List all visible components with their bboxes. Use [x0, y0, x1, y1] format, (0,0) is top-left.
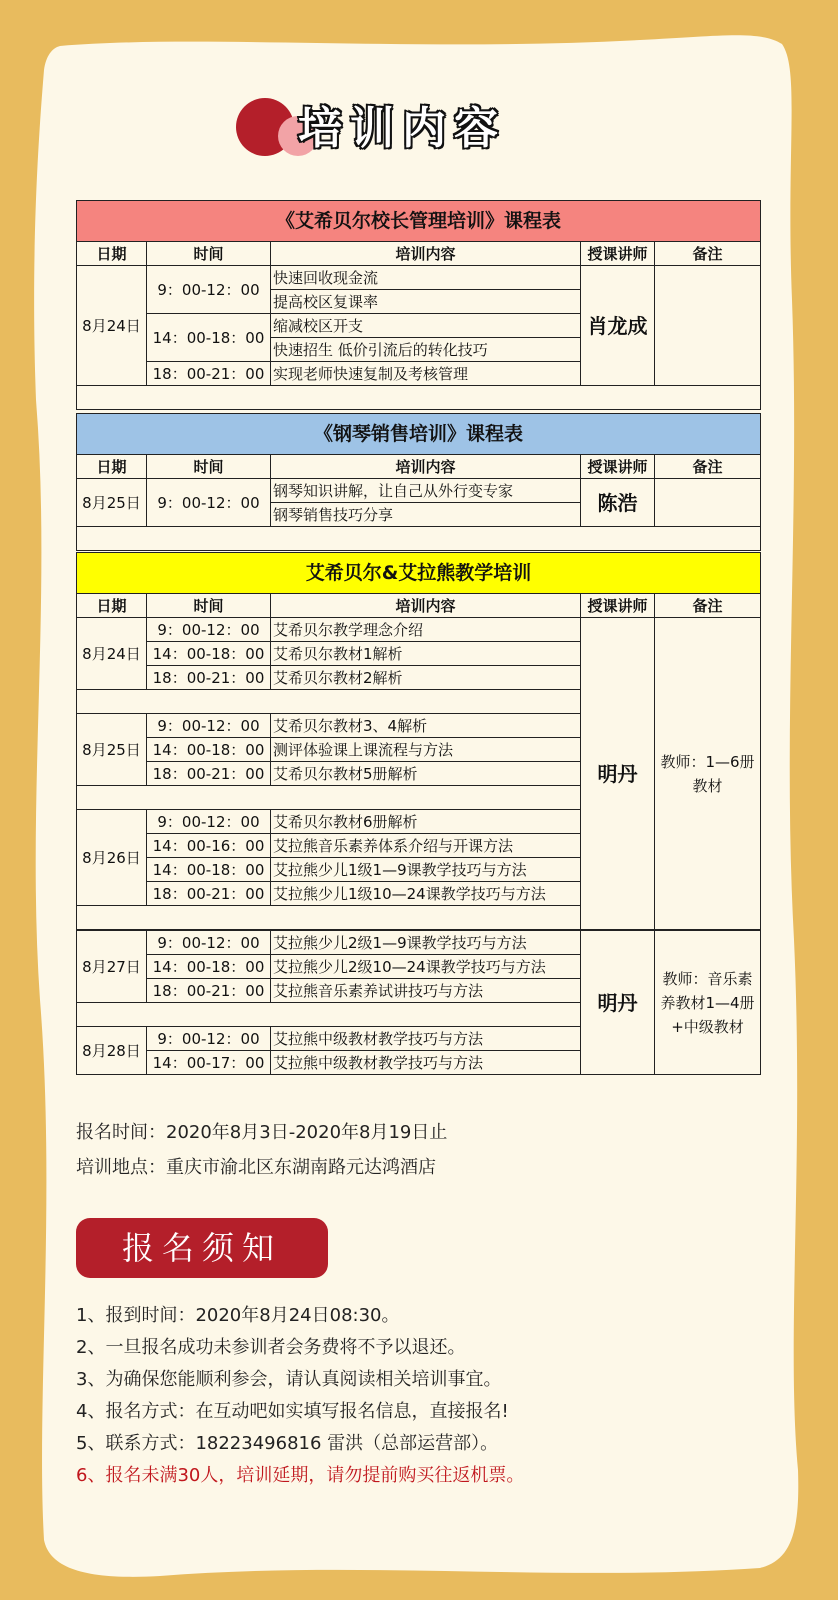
notice-list [76, 1300, 524, 1492]
table3-content: 艾拉熊少儿2级1—9课教学技巧与方法 [271, 931, 581, 955]
table2-content: 钢琴销售技巧分享 [271, 503, 581, 527]
table3-spacer [77, 690, 581, 714]
table3-content: 艾希贝尔教材1解析 [271, 642, 581, 666]
table2-spacer [77, 527, 761, 551]
header-content: 培训内容 [271, 455, 581, 479]
table3-content: 艾希贝尔教学理念介绍 [271, 618, 581, 642]
table3-time: 14：00-17：00 [147, 1051, 271, 1075]
header-time: 时间 [147, 242, 271, 266]
table2-time: 9：00-12：00 [147, 479, 271, 527]
table3-time: 9：00-12：00 [147, 931, 271, 955]
notice-item: 1、报到时间：2020年8月24日08:30。 [76, 1305, 400, 1326]
header-date: 日期 [77, 455, 147, 479]
table3-teacher-2: 明丹 [581, 931, 655, 1075]
signup-time: 报名时间：2020年8月3日-2020年8月19日止 [76, 1122, 448, 1143]
table1-content: 快速招生 低价引流后的转化技巧 [271, 338, 581, 362]
table3-content: 艾拉熊中级教材教学技巧与方法 [271, 1051, 581, 1075]
table3-time: 9：00-12：00 [147, 618, 271, 642]
header-date: 日期 [77, 242, 147, 266]
table3-content: 艾希贝尔教材3、4解析 [271, 714, 581, 738]
training-location: 培训地点：重庆市渝北区东湖南路元达鸿酒店 [76, 1157, 436, 1178]
table3-spacer [77, 906, 581, 930]
notice-badge: 报名须知 [76, 1218, 328, 1278]
table3-date: 8月28日 [77, 1027, 147, 1075]
header-date: 日期 [77, 594, 147, 618]
header-teacher: 授课讲师 [581, 242, 655, 266]
table3-time: 14：00-16：00 [147, 834, 271, 858]
table3-date: 8月26日 [77, 810, 147, 906]
notice-item: 3、为确保您能顺利参会，请认真阅读相关培训事宜。 [76, 1369, 502, 1390]
header-teacher: 授课讲师 [581, 455, 655, 479]
table3-note-2: 教师：音乐素养教材1—4册+中级教材 [655, 931, 761, 1075]
table3-time: 18：00-21：00 [147, 882, 271, 906]
table3-time: 18：00-21：00 [147, 979, 271, 1003]
table3-teacher-1: 明丹 [581, 618, 655, 930]
table1-content: 缩减校区开支 [271, 314, 581, 338]
table3-time: 18：00-21：00 [147, 666, 271, 690]
table3-time: 18：00-21：00 [147, 762, 271, 786]
table3-time: 14：00-18：00 [147, 642, 271, 666]
header-note: 备注 [655, 455, 761, 479]
table3-time: 9：00-12：00 [147, 810, 271, 834]
notice-item: 4、报名方式：在互动吧如实填写报名信息，直接报名! [76, 1401, 509, 1422]
table1-content: 提高校区复课率 [271, 290, 581, 314]
table2-content: 钢琴知识讲解，让自己从外行变专家 [271, 479, 581, 503]
schedule-table-piano [76, 413, 761, 551]
table3-time: 14：00-18：00 [147, 738, 271, 762]
table1-date: 8月24日 [77, 266, 147, 386]
header-time: 时间 [147, 455, 271, 479]
table3-content: 测评体验课上课流程与方法 [271, 738, 581, 762]
table3-time: 9：00-12：00 [147, 1027, 271, 1051]
table3-content: 艾希贝尔教材6册解析 [271, 810, 581, 834]
table3-content: 艾拉熊音乐素养试讲技巧与方法 [271, 979, 581, 1003]
table3-content: 艾希贝尔教材5册解析 [271, 762, 581, 786]
table1-teacher: 肖龙成 [581, 266, 655, 386]
table3-note-1: 教师：1—6册教材 [655, 618, 761, 930]
table1-title: 《艾希贝尔校长管理培训》课程表 [77, 201, 761, 242]
header-time: 时间 [147, 594, 271, 618]
table3-title: 艾希贝尔&艾拉熊教学培训 [77, 553, 761, 594]
table2-teacher: 陈浩 [581, 479, 655, 527]
table1-content: 实现老师快速复制及考核管理 [271, 362, 581, 386]
table1-time: 14：00-18：00 [147, 314, 271, 362]
table1-time: 18：00-21：00 [147, 362, 271, 386]
table2-title: 《钢琴销售培训》课程表 [77, 414, 761, 455]
header-content: 培训内容 [271, 594, 581, 618]
schedule-table-teaching [76, 552, 761, 1075]
schedule-table-principal [76, 200, 761, 410]
table3-content: 艾拉熊音乐素养体系介绍与开课方法 [271, 834, 581, 858]
table3-date: 8月24日 [77, 618, 147, 690]
table3-spacer [77, 786, 581, 810]
table1-spacer [77, 386, 761, 410]
table3-content: 艾拉熊少儿2级10—24课教学技巧与方法 [271, 955, 581, 979]
table3-content: 艾拉熊少儿1级10—24课教学技巧与方法 [271, 882, 581, 906]
table3-time: 9：00-12：00 [147, 714, 271, 738]
table1-note [655, 266, 761, 386]
table2-date: 8月25日 [77, 479, 147, 527]
table1-content: 快速回收现金流 [271, 266, 581, 290]
table3-time: 14：00-18：00 [147, 858, 271, 882]
table3-date: 8月25日 [77, 714, 147, 786]
header-note: 备注 [655, 242, 761, 266]
table3-content: 艾希贝尔教材2解析 [271, 666, 581, 690]
table3-date: 8月27日 [77, 931, 147, 1003]
page-title: 培训内容 [298, 103, 506, 154]
table2-note [655, 479, 761, 527]
notice-item: 5、联系方式：18223496816 雷洪（总部运营部）。 [76, 1433, 499, 1454]
header-content: 培训内容 [271, 242, 581, 266]
table3-spacer [77, 1003, 581, 1027]
table3-time: 14：00-18：00 [147, 955, 271, 979]
notice-item: 2、一旦报名成功未参训者会务费将不予以退还。 [76, 1337, 466, 1358]
table3-content: 艾拉熊少儿1级1—9课教学技巧与方法 [271, 858, 581, 882]
title-block [236, 86, 616, 166]
header-teacher: 授课讲师 [581, 594, 655, 618]
table3-content: 艾拉熊中级教材教学技巧与方法 [271, 1027, 581, 1051]
table1-time: 9：00-12：00 [147, 266, 271, 314]
header-note: 备注 [655, 594, 761, 618]
notice-item-warning: 6、报名未满30人，培训延期，请勿提前购买往返机票。 [76, 1465, 525, 1486]
